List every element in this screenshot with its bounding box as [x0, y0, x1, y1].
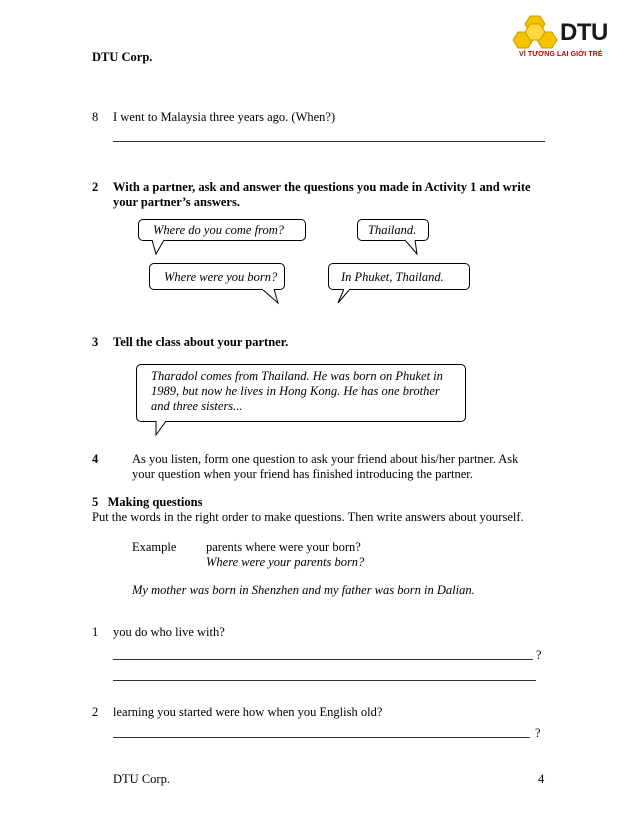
footer-company: DTU Corp.	[113, 772, 170, 786]
logo-slogan: VÌ TƯƠNG LAI GIỚI TRẺ	[519, 51, 603, 58]
speech-bubble-a2-text: In Phuket, Thailand.	[341, 270, 444, 284]
question2-words: learning you started were how when you English old?	[113, 705, 383, 719]
header-company: DTU Corp.	[92, 50, 153, 64]
partner-line-3: and three sisters...	[151, 399, 243, 413]
question1-answer-line-2[interactable]	[113, 680, 536, 681]
item8-text: I went to Malaysia three years ago. (When?)	[113, 110, 336, 124]
activity2-line2: your partner’s answers.	[113, 195, 240, 209]
example-question: Where were your parents born?	[206, 555, 365, 569]
activity4-line1: As you listen, form one question to ask your friend about his/her partner. Ask	[132, 452, 519, 466]
speech-bubble-q1	[138, 219, 306, 241]
activity4-number: 4	[92, 452, 99, 466]
speech-bubble-q2-text: Where were you born?	[164, 270, 278, 284]
example-label: Example	[132, 540, 177, 554]
partner-line-2: 1989, but now he lives in Hong Kong. He has one brother	[151, 384, 440, 398]
activity3-title: Tell the class about your partner.	[113, 335, 289, 349]
example-words: parents where were your born?	[206, 540, 361, 554]
question1-answer-line[interactable]	[113, 659, 533, 660]
speech-bubble-a2	[328, 263, 470, 290]
speech-bubble-a1-text: Thailand.	[368, 223, 417, 237]
activity5-instruction: Put the words in the right order to make questions. Then write answers about yourself.	[92, 510, 524, 524]
item8-answer-line[interactable]	[113, 141, 545, 142]
speech-bubble-q1-text: Where do you come from?	[153, 223, 284, 237]
footer-page-number: 4	[538, 772, 545, 786]
speech-bubble-partner	[136, 364, 466, 422]
question1-words: you do who live with?	[113, 625, 225, 639]
question1-number: 1	[92, 625, 99, 639]
question2-answer-line[interactable]	[113, 737, 530, 738]
activity2-number: 2	[92, 180, 99, 194]
example-answer: My mother was born in Shenzhen and my father was born in Dalian.	[132, 583, 475, 597]
activity3-number: 3	[92, 335, 99, 349]
activity4-line2: your question when your friend has finished introducing the partner.	[132, 467, 473, 481]
activity2-line1: With a partner, ask and answer the questions you made in Activity 1 and write	[113, 180, 531, 194]
speech-bubble-tail-icon	[150, 240, 170, 256]
question2-number: 2	[92, 705, 99, 719]
speech-bubble-tail-icon	[154, 421, 174, 437]
activity5-heading: 5 Making questions	[92, 495, 203, 509]
speech-bubble-tail-icon	[260, 289, 284, 305]
speech-bubble-tail-icon	[334, 289, 354, 305]
question1-qmark: ?	[536, 648, 542, 662]
logo-text: DTU	[560, 19, 608, 46]
speech-bubble-q2	[149, 263, 285, 290]
question2-qmark: ?	[535, 726, 541, 740]
speech-bubble-tail-icon	[403, 240, 423, 256]
partner-line-1: Tharadol comes from Thailand. He was born on Phuket in	[151, 369, 443, 383]
speech-bubble-a1	[357, 219, 429, 241]
item8-number: 8	[92, 110, 99, 124]
